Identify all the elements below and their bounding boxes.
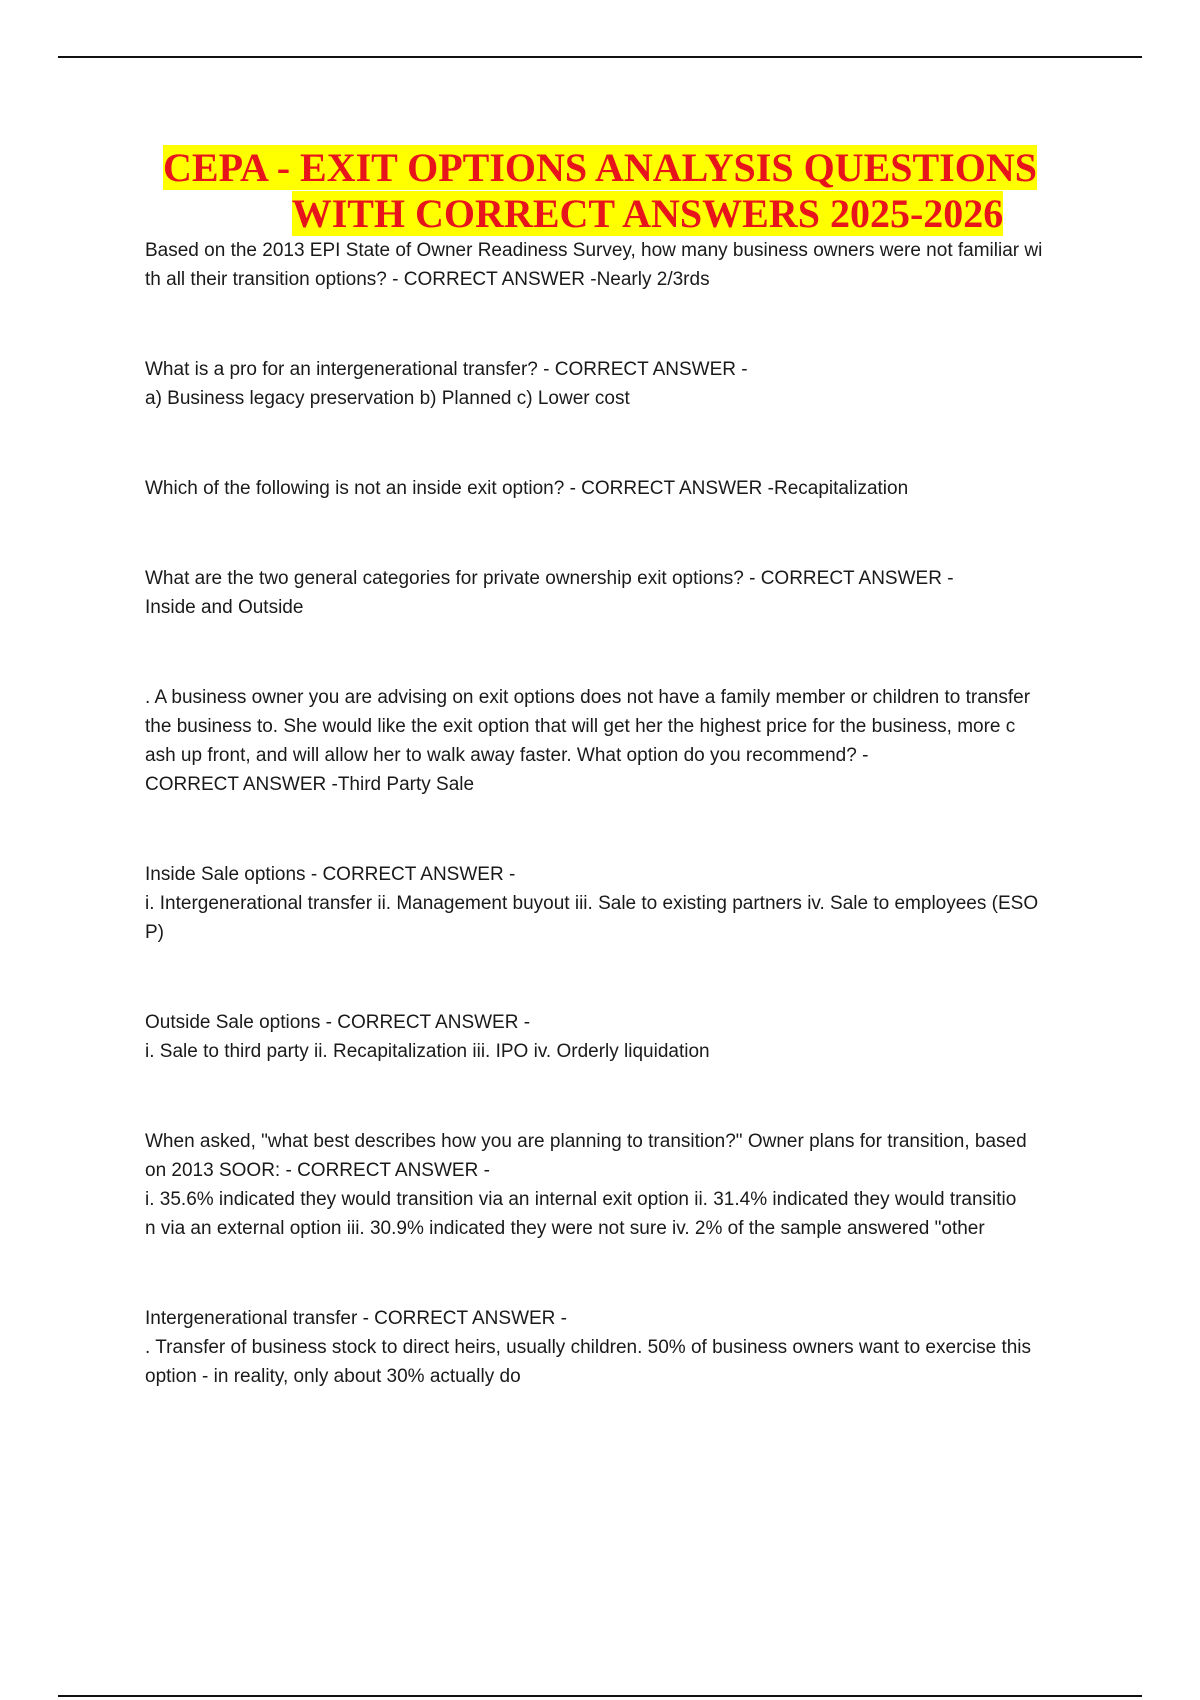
qa-item-9 <box>145 1304 1091 1391</box>
qa-line: Inside and Outside <box>145 597 304 618</box>
qa-line: i. Sale to third party ii. Recapitalization iii. IPO iv. Orderly liquidation <box>145 1041 710 1062</box>
qa-item-8 <box>145 1127 1091 1243</box>
qa-line: option - in reality, only about 30% actually do <box>145 1366 521 1387</box>
qa-line: What are the two general categories for private ownership exit options? - CORRECT ANSWER - <box>145 568 954 589</box>
qa-line: P) <box>145 922 164 943</box>
qa-line: . A business owner you are advising on exit options does not have a family member or children to transfer <box>145 687 1031 708</box>
qa-line: . Transfer of business stock to direct heirs, usually children. 50% of business owners want to exercise this <box>145 1337 1032 1358</box>
qa-line: CORRECT ANSWER -Third Party Sale <box>145 774 475 795</box>
qa-line: the business to. She would like the exit option that will get her the highest price for the business, more c <box>145 716 1016 737</box>
qa-item-4 <box>145 564 1091 622</box>
qa-item-1 <box>145 236 1091 294</box>
qa-line: Inside Sale options - CORRECT ANSWER - <box>145 864 516 885</box>
qa-item-2 <box>145 355 1091 413</box>
footer-rule <box>58 1695 1142 1697</box>
qa-item-3 <box>145 474 1091 503</box>
qa-item-7 <box>145 1008 1091 1066</box>
qa-line: a) Business legacy preservation b) Planned c) Lower cost <box>145 388 630 409</box>
header-rule <box>58 56 1142 58</box>
qa-line: Intergenerational transfer - CORRECT ANSWER - <box>145 1308 568 1329</box>
qa-line: n via an external option iii. 30.9% indicated they were not sure iv. 2% of the sample answered "other <box>145 1218 985 1239</box>
qa-line: th all their transition options? - CORRECT ANSWER -Nearly 2/3rds <box>145 269 710 290</box>
qa-line: Based on the 2013 EPI State of Owner Readiness Survey, how many business owners were not familiar wi <box>145 240 1043 261</box>
qa-line: Which of the following is not an inside exit option? - CORRECT ANSWER -Recapitalization <box>145 478 909 499</box>
title-line-2: WITH CORRECT ANSWERS 2025-2026 <box>291 191 1004 236</box>
document-title <box>0 145 1200 237</box>
title-line-1: CEPA - EXIT OPTIONS ANALYSIS QUESTIONS <box>163 145 1037 190</box>
qa-line: i. 35.6% indicated they would transition via an internal exit option ii. 31.4% indicated they would transitio <box>145 1189 1017 1210</box>
qa-list <box>145 236 1091 1452</box>
qa-line: ash up front, and will allow her to walk away faster. What option do you recommend? - <box>145 745 869 766</box>
qa-line: i. Intergenerational transfer ii. Management buyout iii. Sale to existing partners iv. Sale to employees (ESO <box>145 893 1039 914</box>
qa-item-5 <box>145 683 1091 799</box>
qa-line: What is a pro for an intergenerational transfer? - CORRECT ANSWER - <box>145 359 748 380</box>
qa-line: When asked, "what best describes how you are planning to transition?" Owner plans for transition, based <box>145 1131 1027 1152</box>
qa-line: Outside Sale options - CORRECT ANSWER - <box>145 1012 531 1033</box>
qa-item-6 <box>145 860 1091 947</box>
qa-line: on 2013 SOOR: - CORRECT ANSWER - <box>145 1160 490 1181</box>
